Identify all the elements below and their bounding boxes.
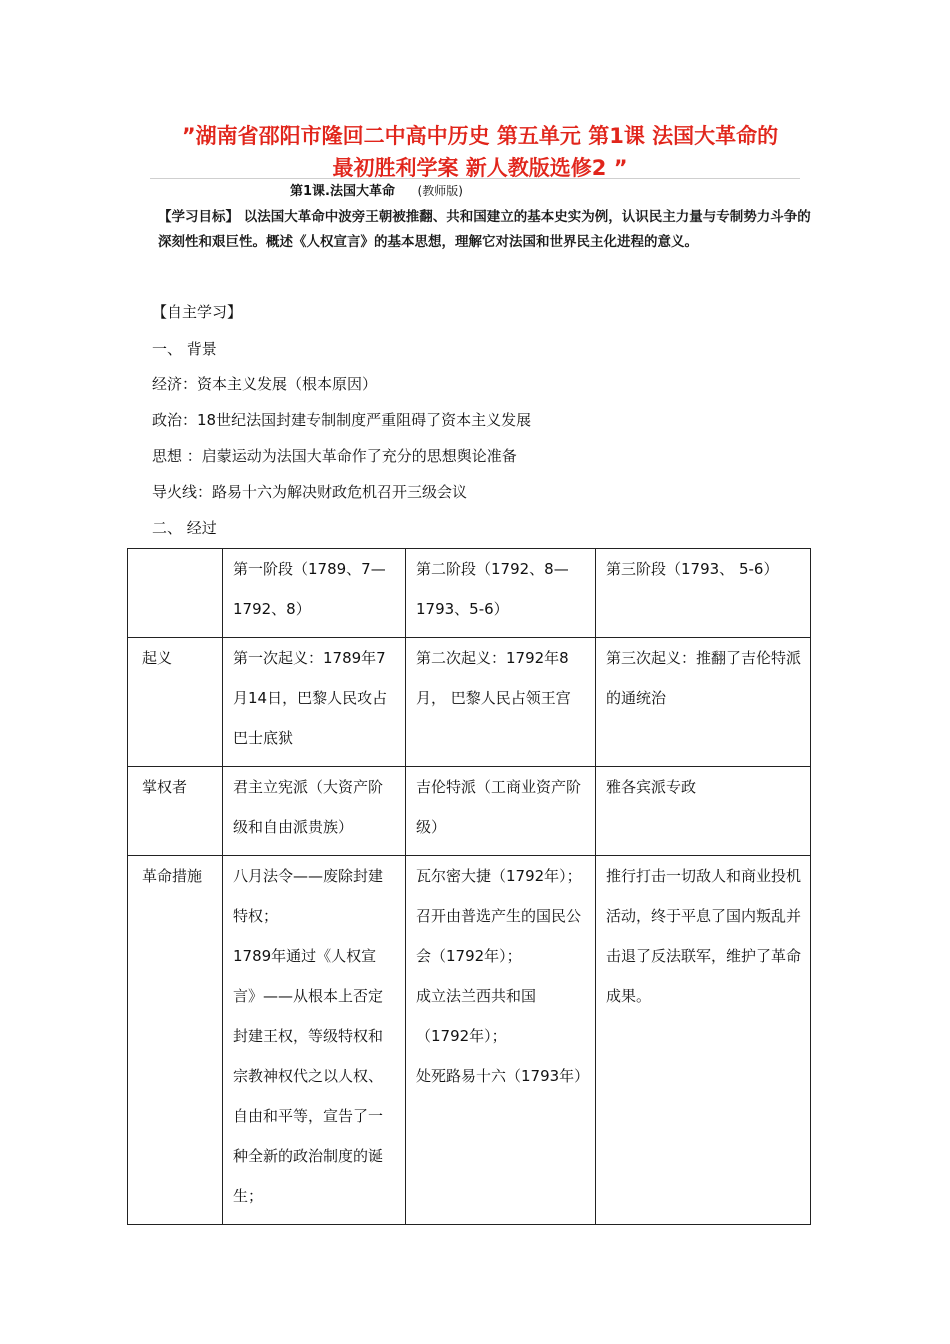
- uprising-stage-3: 第三次起义：推翻了吉伦特派的通统治: [596, 638, 811, 767]
- measures-stage-1: [223, 856, 406, 1225]
- document-title: [110, 120, 850, 184]
- lesson-subtitle: [290, 180, 463, 199]
- economy-line: 经济：资本主义发展（根本原因）: [152, 375, 378, 393]
- measure-item: 成立法兰西共和国（1792年）；: [416, 987, 537, 1045]
- rulers-stage-2: 吉伦特派（工商业资产阶级）: [406, 767, 596, 856]
- header-cell-stage-1: 第一阶段（1789、7—1792、8）: [223, 549, 406, 638]
- title-line-2: 最初胜利学案 新人教版选修2 ”: [332, 156, 628, 180]
- measure-item: 处死路易十六（1793年）: [416, 1067, 590, 1085]
- revolution-stages-table: [127, 548, 811, 1225]
- rulers-stage-1: 君主立宪派（大资产阶级和自由派贵族）: [223, 767, 406, 856]
- thought-line: 思想 ：启蒙运动为法国大革命作了充分的思想舆论准备: [152, 447, 517, 465]
- measure-item: 瓦尔密大捷（1792年）；: [416, 867, 582, 885]
- measure-item: 1789年通过《人权宣言》——从根本上否定封建王权，等级特权和宗教神权代之以人权、自由和平等，宣告了一种全新的政治制度的诞生；: [233, 947, 384, 1205]
- row-label-rulers: 掌权者: [128, 767, 223, 856]
- table-header-row: [128, 549, 811, 638]
- self-study-heading: 【自主学习】: [152, 303, 243, 321]
- measures-stage-3: [596, 856, 811, 1225]
- header-cell-empty: [128, 549, 223, 638]
- measures-stage-2: [406, 856, 596, 1225]
- row-label-measures: 革命措施: [128, 856, 223, 1225]
- header-cell-stage-3: 第三阶段（1793、 5-6）: [596, 549, 811, 638]
- lesson-name: 第1课.法国大革命: [290, 184, 395, 199]
- politics-line: 政治：18世纪法国封建专制制度严重阻碍了资本主义发展: [152, 411, 532, 429]
- table-row-rulers: [128, 767, 811, 856]
- table-row-measures: [128, 856, 811, 1225]
- learning-goal: 【学习目标】 以法国大革命中波旁王朝被推翻、共和国建立的基本史实为例，认识民主力量与专制势力斗争的深刻性和艰巨性。概述《人权宣言》的基本思想，理解它对法国和世界民主化进程的意义。: [158, 209, 811, 250]
- rulers-stage-3: 雅各宾派专政: [596, 767, 811, 856]
- title-divider: [150, 178, 800, 179]
- edition-label: (教师版): [417, 184, 463, 198]
- uprising-stage-2: 第二次起义：1792年8月， 巴黎人民占领王宫: [406, 638, 596, 767]
- measure-item: 召开由普选产生的国民公会（1792年）；: [416, 907, 582, 965]
- row-label-uprising: 起义: [128, 638, 223, 767]
- header-cell-stage-2: 第二阶段（1792、8—1793、5-6）: [406, 549, 596, 638]
- section-background-heading: 一、 背景: [152, 340, 217, 358]
- uprising-stage-1: 第一次起义：1789年7月14日，巴黎人民攻占巴士底狱: [223, 638, 406, 767]
- section-process-heading: 二、 经过: [152, 519, 217, 537]
- measure-item: 推行打击一切敌人和商业投机活动，终于平息了国内叛乱并击退了反法联军，维护了革命成果。: [606, 867, 802, 1005]
- fuse-line: 导火线：路易十六为解决财政危机召开三级会议: [152, 483, 468, 501]
- table-row-uprising: [128, 638, 811, 767]
- measure-item: 八月法令——废除封建特权；: [233, 867, 384, 925]
- title-line-1: ”湖南省邵阳市隆回二中高中历史 第五单元 第1课 法国大革命的: [181, 124, 779, 148]
